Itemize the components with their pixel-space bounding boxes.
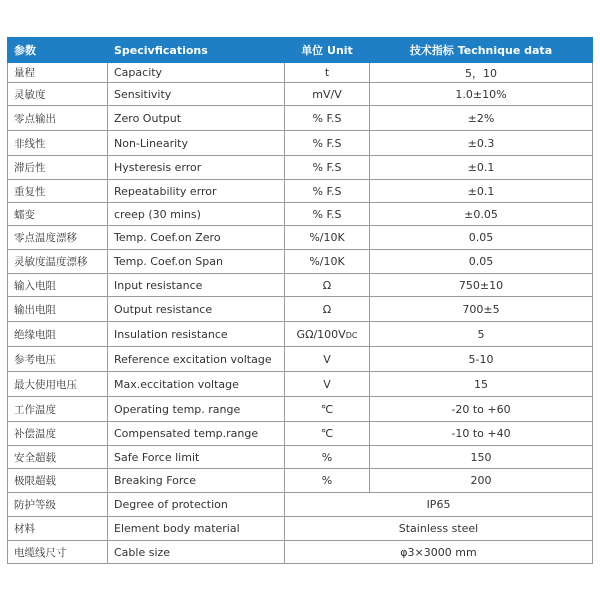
row-spec: Non-Linearity — [108, 131, 285, 156]
row-value: ±2% — [370, 106, 593, 131]
row-value: 1.0±10% — [370, 83, 593, 106]
row-value: ±0.3 — [370, 131, 593, 156]
table-row — [8, 446, 593, 469]
row-value: -20 to +60 — [370, 397, 593, 422]
specifications-table — [7, 37, 593, 564]
row-value: ±0.05 — [370, 203, 593, 226]
row-value: 5，10 — [370, 63, 593, 83]
row-spec: Temp. Coef.on Span — [108, 250, 285, 274]
table-row — [8, 541, 593, 564]
row-param: 安全超载 — [8, 446, 108, 469]
row-param: 重复性 — [8, 180, 108, 203]
row-param: 滞后性 — [8, 156, 108, 180]
row-unit: t — [285, 63, 370, 83]
table-row — [8, 422, 593, 446]
row-unit: % F.S — [285, 180, 370, 203]
row-param: 补偿温度 — [8, 422, 108, 446]
row-spec: Safe Force limit — [108, 446, 285, 469]
table-row — [8, 397, 593, 422]
row-param: 输出电阻 — [8, 297, 108, 322]
row-param: 蠕变 — [8, 203, 108, 226]
table-row — [8, 274, 593, 297]
row-unit: ℃ — [285, 422, 370, 446]
row-unit: % — [285, 469, 370, 493]
row-param: 量程 — [8, 63, 108, 83]
row-value: 0.05 — [370, 226, 593, 250]
row-param: 极限超载 — [8, 469, 108, 493]
table-row — [8, 63, 593, 83]
row-spec: Degree of protection — [108, 493, 285, 517]
row-value: ±0.1 — [370, 156, 593, 180]
row-param: 电缆线尺寸 — [8, 541, 108, 564]
header-param: 参数 — [8, 38, 108, 63]
row-value: Stainless steel — [285, 517, 593, 541]
header-data: 技术指标 Technique data — [370, 38, 593, 63]
row-param: 灵敏度 — [8, 83, 108, 106]
row-param: 材料 — [8, 517, 108, 541]
table-row — [8, 322, 593, 347]
table-row — [8, 517, 593, 541]
table-row — [8, 156, 593, 180]
row-param: 工作温度 — [8, 397, 108, 422]
row-spec: Output resistance — [108, 297, 285, 322]
row-param: 灵敏度温度漂移 — [8, 250, 108, 274]
row-param: 输入电阻 — [8, 274, 108, 297]
table-row — [8, 297, 593, 322]
table-row — [8, 106, 593, 131]
row-unit: Ω — [285, 274, 370, 297]
row-spec: Reference excitation voltage — [108, 347, 285, 372]
row-spec: Repeatability error — [108, 180, 285, 203]
row-param: 零点输出 — [8, 106, 108, 131]
table-header — [8, 38, 593, 63]
table-body — [8, 63, 593, 564]
table-row — [8, 347, 593, 372]
row-unit: %/10K — [285, 226, 370, 250]
table-row — [8, 83, 593, 106]
table-row — [8, 250, 593, 274]
unit-subscript: DC — [345, 330, 358, 340]
table-row — [8, 180, 593, 203]
table-row — [8, 226, 593, 250]
row-spec: creep (30 mins) — [108, 203, 285, 226]
row-spec: Capacity — [108, 63, 285, 83]
row-unit: %/10K — [285, 250, 370, 274]
row-unit: mV/V — [285, 83, 370, 106]
row-value: φ3×3000 mm — [285, 541, 593, 564]
unit-main: GΩ/100V — [296, 327, 346, 341]
table-row — [8, 493, 593, 517]
row-value: 200 — [370, 469, 593, 493]
row-value: IP65 — [285, 493, 593, 517]
row-unit: % F.S — [285, 156, 370, 180]
row-unit: % — [285, 446, 370, 469]
header-unit: 单位 Unit — [285, 38, 370, 63]
row-unit: ℃ — [285, 397, 370, 422]
table-row — [8, 372, 593, 397]
row-value: 15 — [370, 372, 593, 397]
row-spec: Max.eccitation voltage — [108, 372, 285, 397]
row-unit: % F.S — [285, 131, 370, 156]
row-unit: % F.S — [285, 106, 370, 131]
row-spec: Operating temp. range — [108, 397, 285, 422]
row-spec: Hysteresis error — [108, 156, 285, 180]
row-spec: Sensitivity — [108, 83, 285, 106]
row-spec: Element body material — [108, 517, 285, 541]
row-value: 150 — [370, 446, 593, 469]
row-value: 0.05 — [370, 250, 593, 274]
row-spec: Breaking Force — [108, 469, 285, 493]
row-param: 零点温度漂移 — [8, 226, 108, 250]
header-spec: Specivfications — [108, 38, 285, 63]
row-spec: Temp. Coef.on Zero — [108, 226, 285, 250]
row-unit — [285, 322, 370, 347]
table-row — [8, 131, 593, 156]
row-value: -10 to +40 — [370, 422, 593, 446]
row-value: 5-10 — [370, 347, 593, 372]
row-param: 绝缘电阻 — [8, 322, 108, 347]
row-param: 参考电压 — [8, 347, 108, 372]
table-row — [8, 203, 593, 226]
row-spec: Input resistance — [108, 274, 285, 297]
row-param: 最大使用电压 — [8, 372, 108, 397]
row-param: 防护等级 — [8, 493, 108, 517]
row-spec: Insulation resistance — [108, 322, 285, 347]
row-unit: V — [285, 372, 370, 397]
row-value: 750±10 — [370, 274, 593, 297]
row-param: 非线性 — [8, 131, 108, 156]
row-unit: % F.S — [285, 203, 370, 226]
row-value: 700±5 — [370, 297, 593, 322]
row-unit: V — [285, 347, 370, 372]
row-value: ±0.1 — [370, 180, 593, 203]
row-spec: Cable size — [108, 541, 285, 564]
table-row — [8, 469, 593, 493]
row-spec: Zero Output — [108, 106, 285, 131]
row-unit: Ω — [285, 297, 370, 322]
row-value: 5 — [370, 322, 593, 347]
row-spec: Compensated temp.range — [108, 422, 285, 446]
